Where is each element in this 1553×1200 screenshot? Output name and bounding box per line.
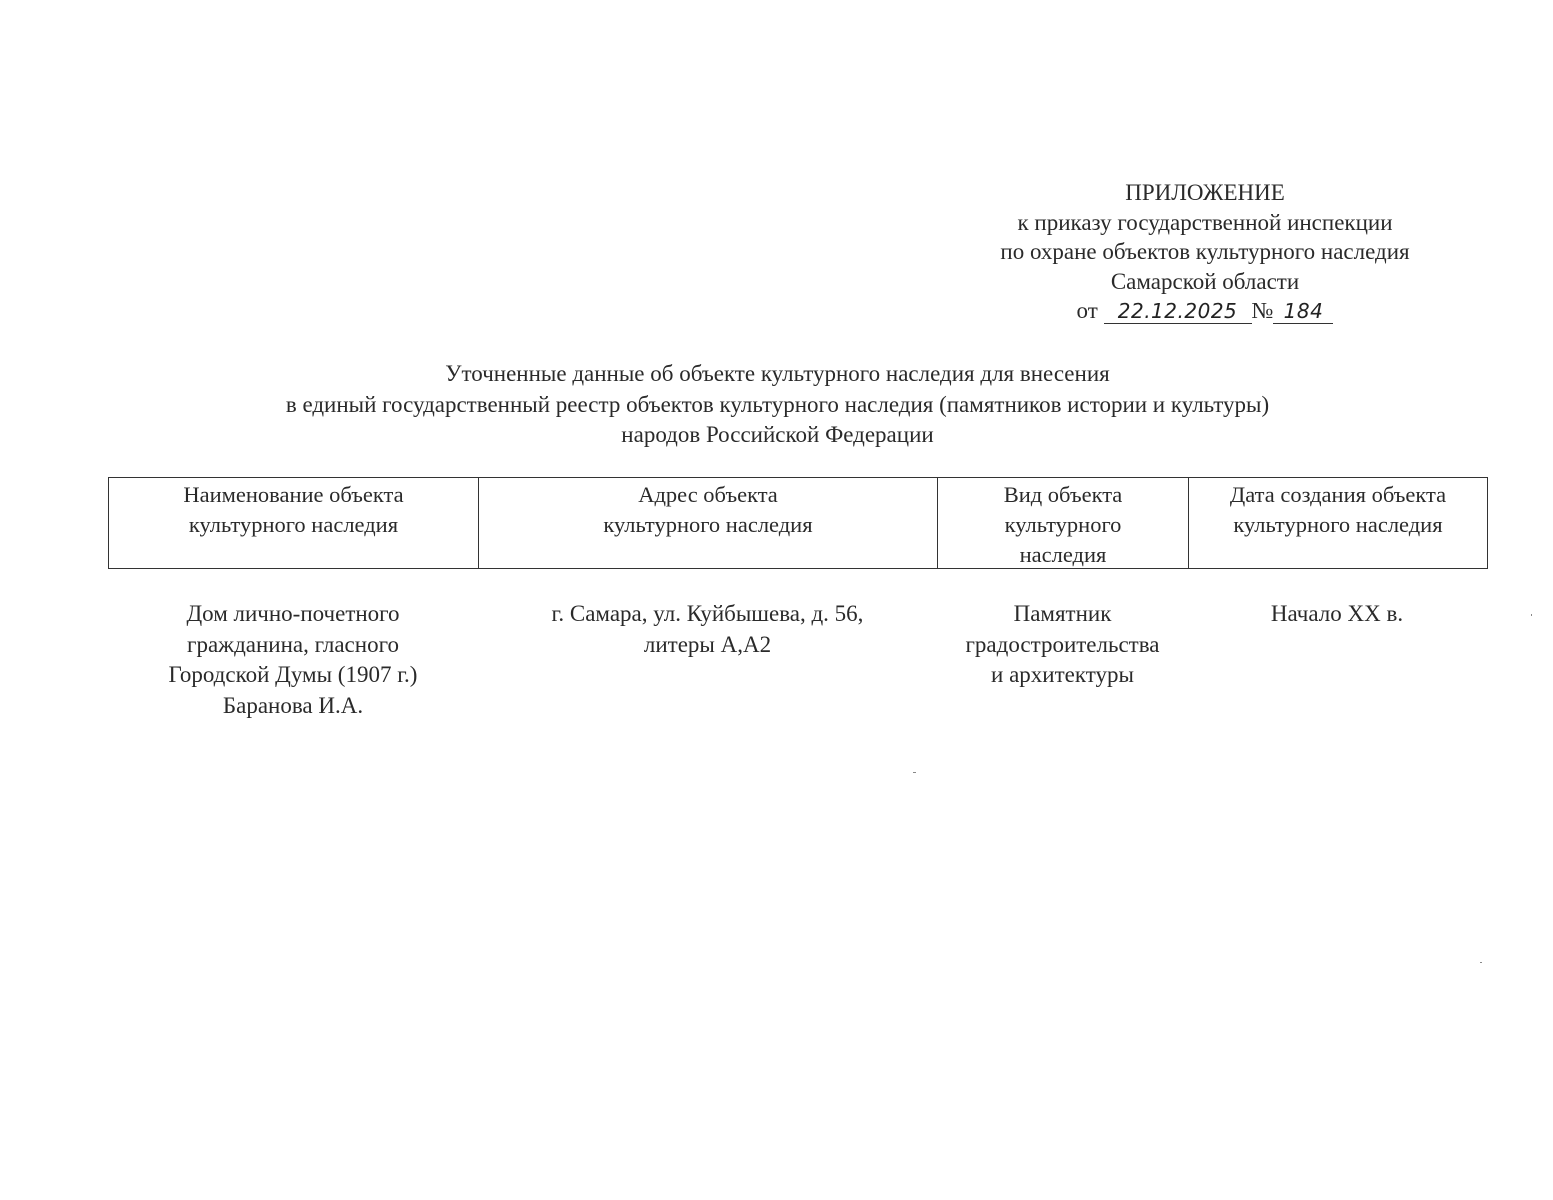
header-date [1189,478,1487,568]
title-line-3: народов Российской Федерации [621,422,934,447]
header-address [479,478,938,568]
cell-text: литеры А,А2 [643,631,772,657]
table-row [108,599,1488,721]
appendix-heading: ПРИЛОЖЕНИЕ [1125,180,1285,205]
handwritten-date: 22.12.2025 [1104,299,1252,324]
title-line-2: в единый государственный реестр объектов культурного наследия (памятников истории и культуры) [285,391,1270,417]
header-text: культурного наследия [603,512,813,537]
number-label: № [1251,298,1274,323]
header-text: Адрес объекта [638,482,778,507]
header-name [109,478,479,568]
header-text: Вид объекта [1003,482,1123,507]
cell-text: Памятник [1013,601,1112,626]
appendix-block [960,178,1450,326]
header-text: культурного наследия [1233,512,1443,537]
document-title [100,359,1455,451]
table-header [108,477,1488,569]
header-text: Наименование объекта [183,482,404,507]
order-date-number [960,296,1450,326]
header-text: культурного [1004,512,1122,537]
handwritten-number: 184 [1273,299,1333,324]
cell-text: градостроительства [965,631,1160,657]
appendix-line-2: по охране объектов культурного наследия [1000,239,1410,264]
title-line-1: Уточненные данные об объекте культурного наследия для внесения [445,361,1110,386]
cell-text: г. Самара, ул. Куйбышева, д. 56, [551,601,864,626]
appendix-line-3: Самарской области [1110,268,1300,294]
scan-speck [1480,962,1482,963]
scan-speck [1531,614,1532,616]
header-type [938,478,1189,568]
cell-address [478,599,937,721]
cell-text: гражданина, гласного [187,631,399,657]
header-text: наследия [1019,542,1107,567]
cell-text: Городской Думы (1907 г.) [168,662,418,687]
from-label: от [1076,298,1098,323]
appendix-line-1: к приказу государственной инспекции [1017,209,1393,235]
header-text: культурного наследия [188,512,399,537]
cell-text: Баранова И.А. [222,692,364,718]
cell-type [937,599,1188,721]
header-text: Дата создания объекта [1229,482,1447,507]
cell-text: Начало XX в. [1270,601,1404,626]
cell-name [108,599,478,721]
cell-date [1188,599,1486,721]
scan-speck [913,772,916,773]
cell-text: Дом лично-почетного [186,601,400,626]
cell-text: и архитектуры [991,662,1134,687]
